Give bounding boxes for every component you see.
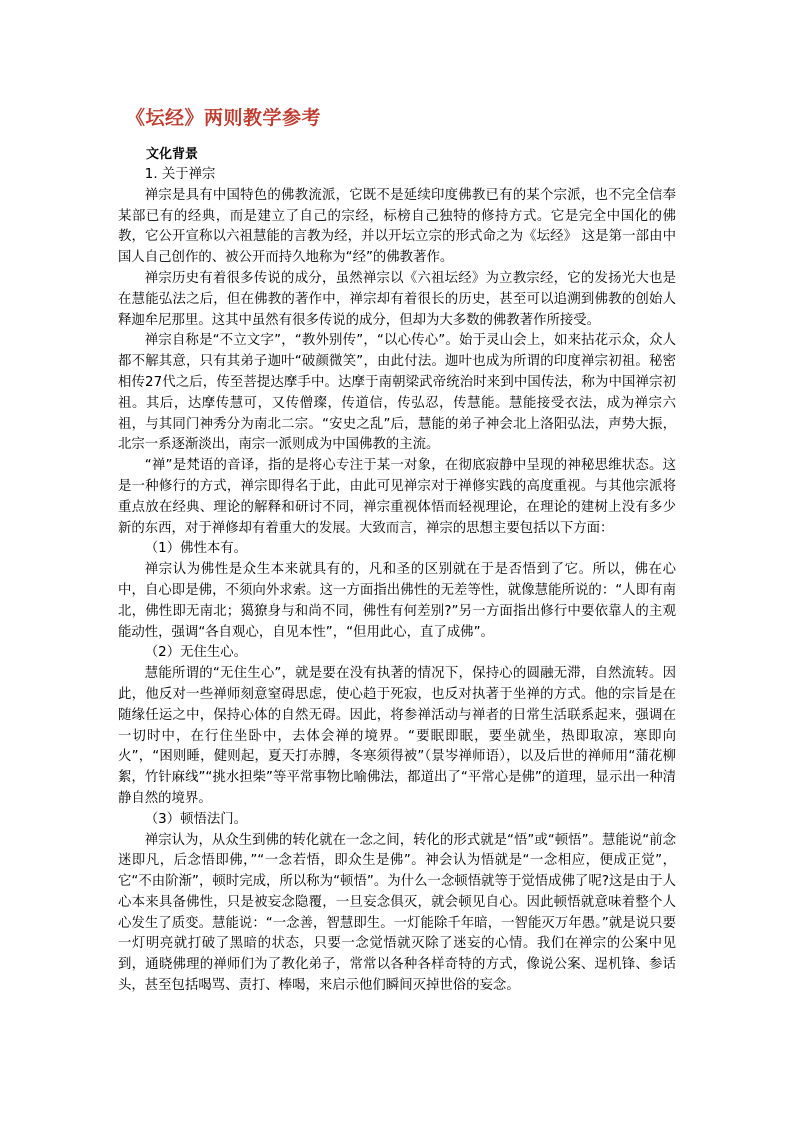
subheading: （2）无住生心。 xyxy=(144,645,248,661)
paragraph: 禅宗认为，从众生到佛的转化就在一念之间，转化的形式就是“悟”或“顿悟”。慧能说“前念迷即凡，后念悟即佛，”“一念若悟，即众生是佛”。神会认为悟就是“一念相应，便成正觉”，它“不由阶渐”，顿时完成，所以称为“顿悟”。为什么一念顿悟就等于觉悟成佛了呢?这是由于人心本来具备佛性，只是被妄念隐覆，一旦妄念俱灭，就会顿见自心。因此顿悟就意味着整个人心发生了质变。慧能说：“一念善，智慧即生。一灯能除千年暗，一智能灭万年愚。”就是说只要一灯明亮就打破了黑暗的状态，只要一念觉悟就灭除了迷妄的心情。我们在禅宗的公案中见到，通晓佛理的禅师们为了教化弟子，常常以各种各样奇特的方式，像说公案、逞机锋、参话头，甚至包括喝骂、责打、棒喝，来启示他们瞬间灭掉世俗的妄念。 xyxy=(118,832,676,994)
paragraph: 禅宗认为佛性是众生本来就具有的，凡和圣的区别就在于是否悟到了它。所以，佛在心中，自心即是佛，不须向外求索。这一方面指出佛性的无差等性，就像慧能所说的：“人即有南北，佛性即无南北；獦獠身与和尚不同，佛性有何差别?”另一方面指出修行中要依靠人的主观能动性，强调“各自观心，自见本性”，“但用此心，直了成佛”。 xyxy=(118,562,676,640)
document-title: 《坛经》两则教学参考 xyxy=(126,107,322,129)
paragraph: 禅宗是具有中国特色的佛教流派，它既不是延续印度佛教已有的某个宗派，也不完全信奉某部已有的经典，而是建立了自己的宗经，标榜自己独特的修持方式。它是完全中国化的佛教，它公开宣称以六祖慧能的言教为经，并以开坛立宗的形式命之为《坛经》 这是第一部由中国人自己创作的、被公开而持久地称为“经”的佛教著作。 xyxy=(118,187,676,266)
subheading: （3）顿悟法门。 xyxy=(144,811,248,827)
subheading: （1）佛性本有。 xyxy=(144,541,248,557)
paragraph: 禅宗自称是“不立文字”，“教外别传”，“以心传心”。始于灵山会上，如来拈花示众，众人都不解其意，只有其弟子迦叶“破颜微笑”，由此付法。迦叶也成为所谓的印度禅宗初祖。秘密相传27代之后，传至菩提达摩手中。达摩于南朝梁武帝统治时来到中国传法，称为中国禅宗初祖。其后，达摩传慧可，又传僧璨，传道信，传弘忍，传慧能。慧能接受衣法，成为禅宗六祖，与其同门神秀分为南北二宗。“安史之乱”后，慧能的弟子神会北上洛阳弘法，声势大振，北宗一系逐渐淡出，南宗一派则成为中国佛教的主流。 xyxy=(118,333,676,453)
document-body xyxy=(118,165,676,997)
paragraph: “禅”是梵语的音译，指的是将心专注于某一对象，在彻底寂静中呈现的神秘思维状态。这是一种修行的方式，禅宗即得名于此，由此可见禅宗对于禅修实践的高度重视。与其他宗派将重点放在经典、理论的解释和研讨不同，禅宗重视体悟而轻视理论，在理论的建树上没有多少新的东西，对于禅修却有着重大的发展。大致而言，禅宗的思想主要包括以下方面： xyxy=(118,458,676,536)
subheading: 1. 关于禅宗 xyxy=(144,167,216,182)
section-heading: 文化背景 xyxy=(146,147,199,162)
paragraph: 慧能所谓的“无住生心”，就是要在没有执著的情况下，保持心的圆融无滞，自然流转。因此，他反对一些禅师刻意窒碍思虑，使心趋于死寂，也反对执著于坐禅的方式。他的宗旨是在随缘任运之中，保持心体的自然无碍。因此，将参禅活动与禅者的日常生活联系起来，强调在一切时中，在行住坐卧中，去体会禅的境界。“要眠即眠，要坐就坐，热即取凉，寒即向火”，“困则睡，健则起，夏天打赤膊，冬寒须得被”（景岑禅师语），以及后世的禅师用“蒲花柳絮，竹针麻线”“挑水担柴”等平常事物比喻佛法，都道出了“平常心是佛”的道理，显示出一种清静自然的境界。 xyxy=(118,666,676,806)
paragraph: 禅宗历史有着很多传说的成分，虽然禅宗以《六祖坛经》为立教宗经，它的发扬光大也是在慧能弘法之后，但在佛教的著作中，禅宗却有着很长的历史，甚至可以追溯到佛教的创始人释迦牟尼那里。这其中虽然有很多传说的成分，但却为大多数的佛教著作所接受。 xyxy=(118,270,676,328)
